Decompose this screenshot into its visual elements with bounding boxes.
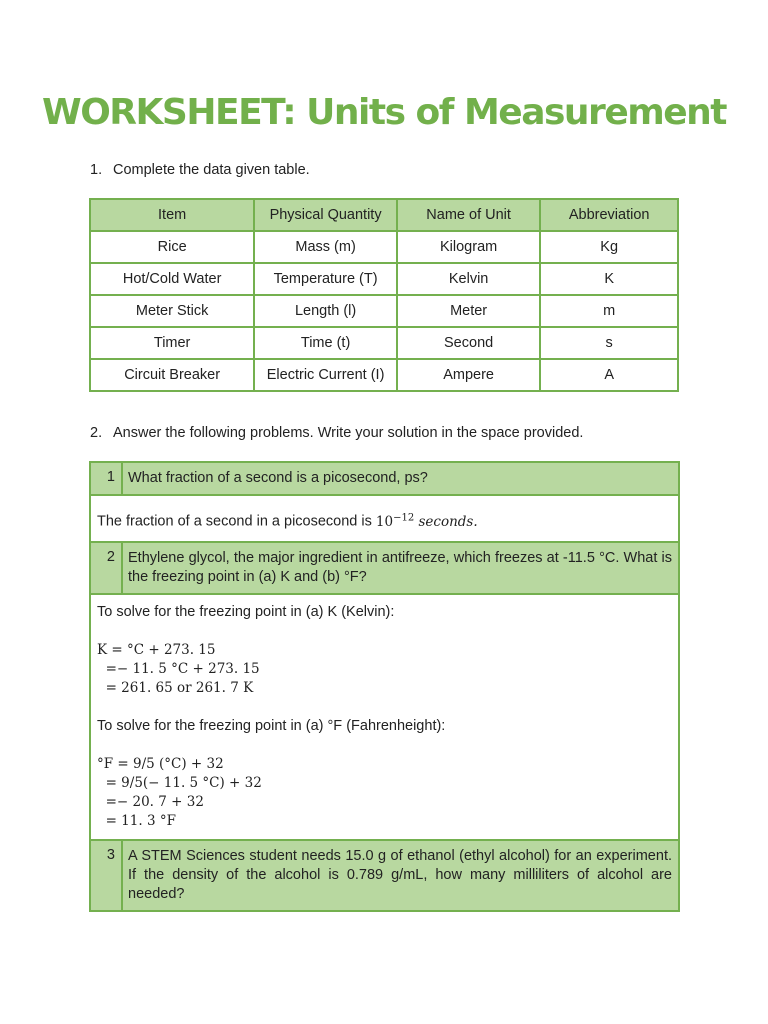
question-1-instruction [90,162,310,178]
table-cell: Rice [90,231,254,263]
problem-question: What fraction of a second is a picosecond, ps? [122,462,679,495]
answer-intro-fahrenheit: To solve for the freezing point in (a) °F (Fahrenheight): [97,717,446,734]
column-header-physical-quantity: Physical Quantity [254,199,397,231]
question-number: 1. [90,162,103,178]
table-cell: Electric Current (I) [254,359,397,391]
table-cell: Kelvin [397,263,540,295]
answer-math: $10^{-12}$ seconds. [375,512,478,530]
question-number: 2. [90,425,103,441]
table-cell: Hot/Cold Water [90,263,254,295]
table-row [90,263,678,295]
table-cell: Meter [397,295,540,327]
problem-row [90,542,679,594]
problem-row [90,840,679,911]
page-title: WORKSHEET: Units of Measurement [41,92,726,133]
equation-line: = 9/5(− 11. 5 °C) + 32 [97,774,262,791]
table-cell: K [540,263,678,295]
column-header-unit-name: Name of Unit [397,199,540,231]
answer-text: The fraction of a second in a picosecond is [97,513,376,530]
table-cell: Mass (m) [254,231,397,263]
units-table [89,198,679,392]
table-cell: Time (t) [254,327,397,359]
answer-intro-kelvin: To solve for the freezing point in (a) K (Kelvin): [97,603,395,620]
equation-line: °F = 9/5 (°C) + 32 [97,755,224,772]
equation-line: K = °C + 273. 15 [97,641,216,658]
table-cell: m [540,295,678,327]
table-cell: Second [397,327,540,359]
question-text: Answer the following problems. Write your solution in the space provided. [113,425,584,441]
table-row [90,295,678,327]
question-text: Complete the data given table. [113,162,310,178]
table-cell: Ampere [397,359,540,391]
table-cell: Length (l) [254,295,397,327]
question-2-instruction [90,425,583,441]
problem-number: 1 [90,462,122,495]
problem-question: Ethylene glycol, the major ingredient in antifreeze, which freezes at -11.5 °C. What is the freezing point in (a) K and (b) °F? [122,542,679,594]
column-header-item: Item [90,199,254,231]
problem-question: A STEM Sciences student needs 15.0 g of ethanol (ethyl alcohol) for an experiment. If the density of the alcohol is 0.789 g/mL, how many milliliters of alcohol are needed? [122,840,679,911]
table-header-row [90,199,678,231]
answer-area[interactable] [90,594,679,840]
answer-row [90,594,679,840]
equation-line: =− 20. 7 + 32 [97,793,204,810]
table-row [90,327,678,359]
table-row [90,359,678,391]
table-cell: s [540,327,678,359]
equation-line: = 261. 65 or 261. 7 K [97,679,254,696]
table-cell: A [540,359,678,391]
table-cell: Temperature (T) [254,263,397,295]
problem-number: 3 [90,840,122,911]
table-cell: Meter Stick [90,295,254,327]
problem-number: 2 [90,542,122,594]
answer-row [90,495,679,542]
table-cell: Kilogram [397,231,540,263]
table-cell: Timer [90,327,254,359]
table-row [90,231,678,263]
column-header-abbreviation: Abbreviation [540,199,678,231]
table-cell: Kg [540,231,678,263]
problems-table [89,461,680,912]
equation-line: =− 11. 5 °C + 273. 15 [97,660,260,677]
equation-line: = 11. 3 °F [97,812,176,829]
answer-area[interactable] [90,495,679,542]
problem-row [90,462,679,495]
table-cell: Circuit Breaker [90,359,254,391]
